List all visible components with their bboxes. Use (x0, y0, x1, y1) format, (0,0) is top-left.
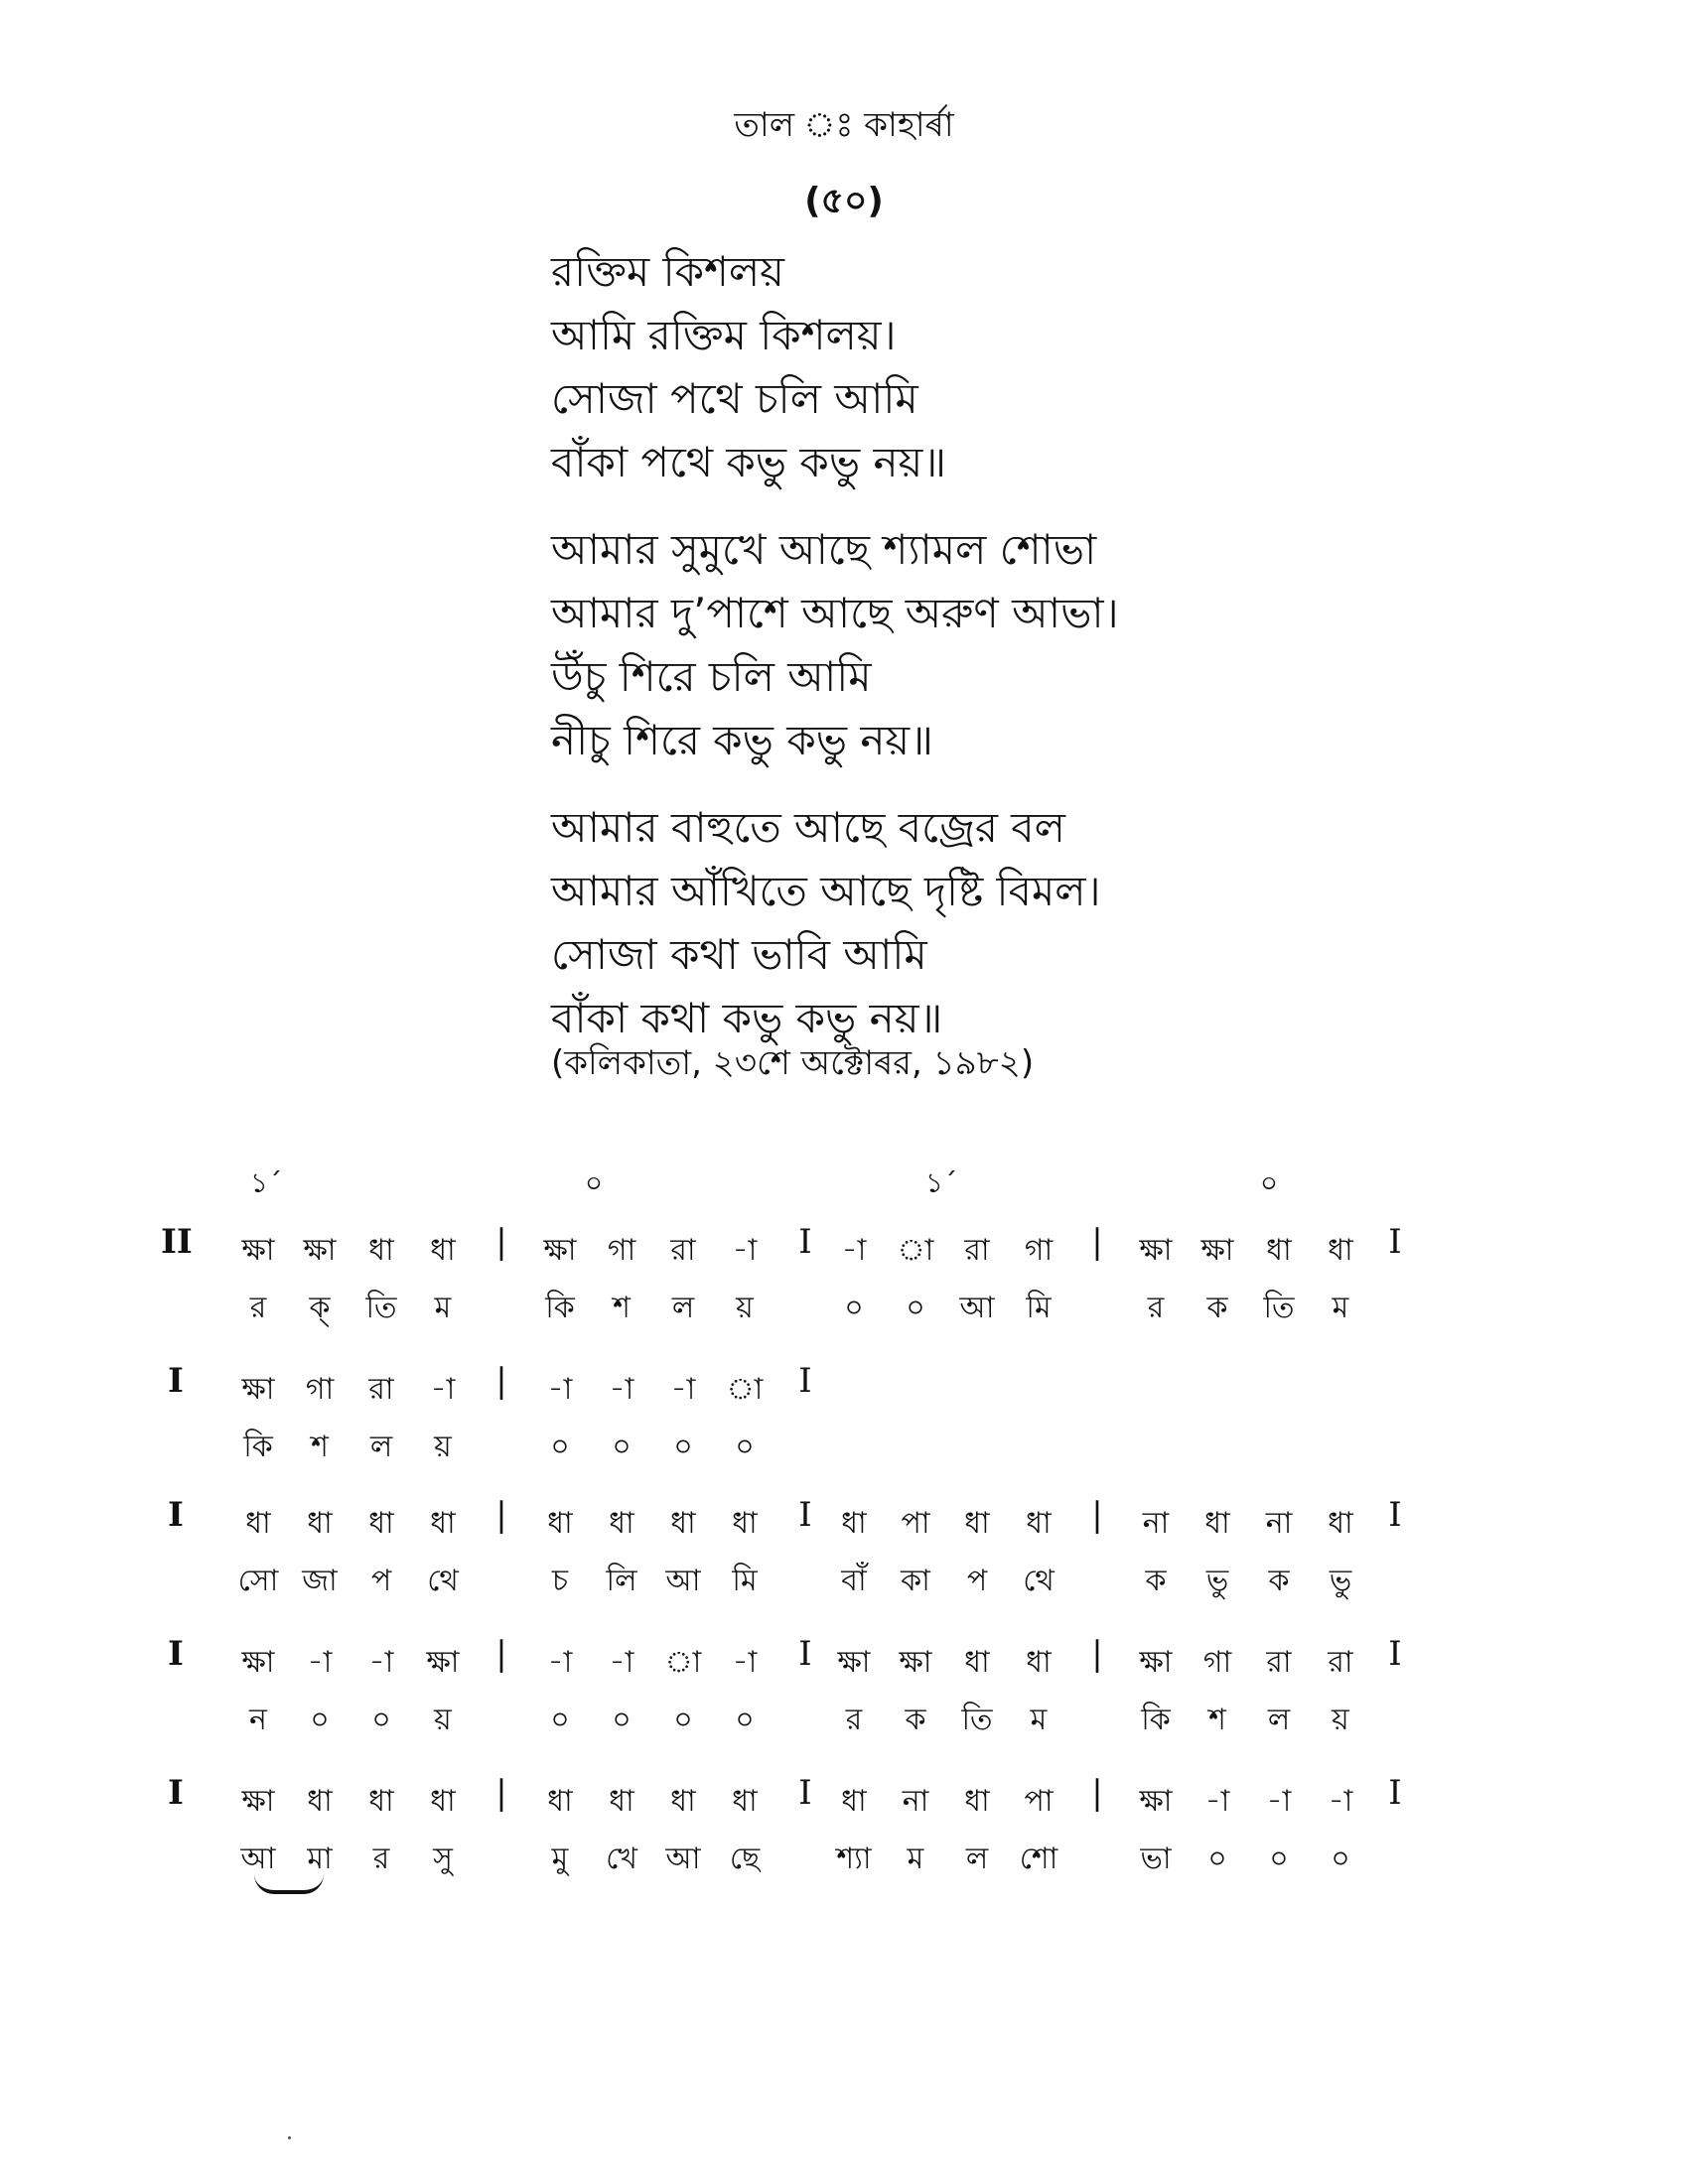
start-barline: I (168, 1495, 184, 1535)
swara-note: -া (368, 1645, 394, 1680)
beat-mark: ১´ (924, 1166, 958, 1199)
swara-note: পা (1024, 1784, 1054, 1819)
tala-heading: তাল ঃ কাহার্ৰা (734, 105, 954, 145)
swara-note: ক্ষা (1200, 1233, 1234, 1268)
swara-note: ধা (670, 1506, 696, 1541)
swara-note: রা (670, 1233, 696, 1268)
lyric-syllable: য় (1332, 1703, 1349, 1737)
start-barline: I (168, 1361, 184, 1401)
swara-note: ধা (547, 1784, 573, 1819)
swara-note: -া (732, 1233, 758, 1268)
lyric-syllable: ০ (612, 1703, 632, 1737)
lyric-syllable: র (1147, 1291, 1165, 1325)
lyric-syllable: প (370, 1564, 392, 1598)
lyric-syllable: ০ (310, 1703, 330, 1737)
lyric-syllable: ০ (1269, 1842, 1289, 1876)
lyric-syllable: ০ (735, 1430, 755, 1464)
swara-note: ধা (368, 1784, 394, 1819)
lyric-syllable: য় (434, 1703, 452, 1737)
swara-note: ধা (732, 1506, 758, 1541)
stanza (551, 518, 1445, 772)
poem-line: রক্তিম কিশলয় (551, 247, 784, 296)
swara-note: ধা (245, 1506, 271, 1541)
swara-note: -া (547, 1645, 573, 1680)
notation-row (161, 1222, 1559, 1335)
lyric-syllable: ০ (906, 1291, 925, 1325)
lyric-syllable: ক (1145, 1564, 1167, 1598)
lyric-syllable: চ (551, 1564, 569, 1598)
lyric-syllable: সু (433, 1842, 453, 1876)
lyric-syllable: ক (1206, 1291, 1228, 1325)
start-barline: I (168, 1634, 184, 1674)
beat-mark: ০ (584, 1166, 604, 1199)
lyric-syllable: ০ (1207, 1842, 1227, 1876)
start-barline: II (161, 1222, 193, 1262)
barline: | (495, 1773, 507, 1813)
swara-note: ধা (307, 1506, 333, 1541)
barline: | (495, 1634, 507, 1674)
lyric-syllable: তি (1263, 1291, 1295, 1325)
swara-note: -া (307, 1645, 333, 1680)
barline: I (798, 1361, 812, 1401)
swara-note: া (664, 1645, 702, 1680)
swara-note: ক্ষা (899, 1645, 932, 1680)
barline: | (1091, 1773, 1103, 1813)
barline: I (1388, 1495, 1402, 1535)
lyric-syllable: ০ (612, 1430, 632, 1464)
lyric-syllable: ক (1268, 1564, 1290, 1598)
swara-note: ক্ষা (426, 1645, 460, 1680)
lyric-syllable: খে (606, 1842, 637, 1876)
swara-note: ধা (430, 1233, 456, 1268)
swara-note: ক্ষা (241, 1645, 275, 1680)
swara-note: ধা (964, 1784, 990, 1819)
swara-note: া (726, 1372, 764, 1407)
lyric-syllable: লি (606, 1564, 637, 1598)
lyric-syllable: প (966, 1564, 988, 1598)
start-barline: I (168, 1773, 184, 1813)
poem-line: সোজা পথে চলি আমি (551, 374, 918, 423)
swara-note: -া (1204, 1784, 1230, 1819)
swara-note: ধা (1266, 1233, 1292, 1268)
lyric-syllable: থে (1023, 1564, 1055, 1598)
lyric-syllable: মু (551, 1842, 569, 1876)
notation-row (168, 1773, 1559, 1886)
swara-note: ধা (670, 1784, 696, 1819)
lyric-syllable: শো (1019, 1842, 1058, 1876)
stanza (551, 240, 1445, 494)
barline: I (798, 1495, 812, 1535)
swara-note: ধা (1328, 1233, 1353, 1268)
poem-line: বাঁকা কথা কভু কভু নয়॥ (551, 994, 943, 1042)
lyric-syllable: ভু (1205, 1564, 1229, 1598)
lyric-syllable: আ (240, 1842, 276, 1876)
poem-line: বাঁকা পথে কভু কভু নয়॥ (551, 438, 947, 486)
lyric-syllable: ০ (550, 1430, 570, 1464)
lyric-syllable: মি (1026, 1291, 1052, 1325)
swara-note: ধা (964, 1645, 990, 1680)
swara-note: -া (841, 1233, 867, 1268)
barline: | (1091, 1495, 1103, 1535)
poem-line: আমার দু’পাশে আছে অরুণ আভা। (551, 589, 1119, 637)
barline: I (798, 1773, 812, 1813)
lyric-syllable: সো (237, 1564, 279, 1598)
swara-note: ক্ষা (303, 1233, 337, 1268)
swara-note: ধা (1026, 1645, 1052, 1680)
swara-note: ধা (430, 1784, 456, 1819)
swara-note: রা (368, 1372, 394, 1407)
swara-note: ধা (1204, 1506, 1230, 1541)
swara-note: ধা (307, 1784, 333, 1819)
swara-note: -া (609, 1645, 634, 1680)
lyric-syllable: কি (1141, 1703, 1171, 1737)
lyric-syllable: ম (1030, 1703, 1048, 1737)
lyric-syllable: র (249, 1291, 267, 1325)
swara-note: ক্ষা (543, 1233, 577, 1268)
poem-text (551, 240, 1445, 1074)
lyric-syllable: তি (365, 1291, 397, 1325)
poem-line: সোজা কথা ভাবি আমি (551, 930, 927, 979)
lyric-syllable: ম (1332, 1291, 1349, 1325)
notation-row (168, 1361, 1559, 1474)
swara-note: ক্ষা (241, 1784, 275, 1819)
lyric-syllable: ভা (1140, 1842, 1172, 1876)
lyric-syllable: ক (905, 1703, 926, 1737)
swara-note: গা (1024, 1233, 1054, 1268)
swara-note: গা (607, 1233, 636, 1268)
lyric-syllable: ম (907, 1842, 924, 1876)
barline: | (495, 1222, 507, 1262)
barline: I (1388, 1773, 1402, 1813)
swara-note: ক্ষা (1139, 1645, 1173, 1680)
lyric-syllable: য় (736, 1291, 754, 1325)
lyric-syllable: মা (307, 1842, 333, 1876)
beat-mark: ১´ (249, 1166, 283, 1199)
swara-note: ধা (964, 1506, 990, 1541)
swara-note: ধা (1026, 1506, 1052, 1541)
lyric-syllable: র (372, 1842, 390, 1876)
swara-note: -া (609, 1372, 634, 1407)
lyric-syllable: ল (965, 1842, 989, 1876)
swara-note: -া (670, 1372, 696, 1407)
lyric-syllable: বাঁ (841, 1564, 867, 1598)
lyric-syllable: য় (434, 1430, 452, 1464)
poem-line: নীচু শিরে কভু কভু নয়॥ (551, 716, 933, 764)
lyric-syllable: ল (671, 1291, 695, 1325)
barline: | (495, 1361, 507, 1401)
lyric-syllable: ০ (550, 1703, 570, 1737)
slur-mark (254, 1874, 324, 1894)
swara-note: া (897, 1233, 934, 1268)
lyric-syllable: ন (249, 1703, 267, 1737)
notation-row (168, 1495, 1559, 1608)
poem-line: উঁচু শিরে চলি আমি (551, 652, 872, 701)
swara-note: না (1142, 1506, 1170, 1541)
swara-note: -া (430, 1372, 456, 1407)
swara-note: -া (1328, 1784, 1353, 1819)
swara-note: ধা (1328, 1506, 1353, 1541)
swara-note: না (902, 1784, 929, 1819)
poem-line: আমার সুমুখে আছে শ্যামল শোভা (551, 525, 1097, 574)
swara-note: রা (1328, 1645, 1353, 1680)
barline: I (798, 1222, 812, 1262)
lyric-syllable: ০ (735, 1703, 755, 1737)
lyric-syllable: র (845, 1703, 863, 1737)
swara-note: ধা (547, 1506, 573, 1541)
stanza (551, 796, 1445, 1050)
swara-note: ধা (609, 1506, 634, 1541)
lyric-syllable: মি (732, 1564, 758, 1598)
beat-mark: ০ (1259, 1166, 1279, 1199)
swara-note: ক্ষা (241, 1372, 275, 1407)
lyric-syllable: কি (243, 1430, 273, 1464)
lyric-syllable: ০ (371, 1703, 391, 1737)
swara-note: ধা (841, 1784, 867, 1819)
barline: | (1091, 1634, 1103, 1674)
lyric-syllable: থে (427, 1564, 459, 1598)
swara-note: ধা (841, 1506, 867, 1541)
swara-note: ধা (430, 1506, 456, 1541)
swara-note: রা (964, 1233, 990, 1268)
poem-line: আমার বাহুতে আছে বজ্রের বল (551, 803, 1065, 852)
swara-note: ধা (368, 1233, 394, 1268)
notation-row (168, 1634, 1559, 1747)
lyric-syllable: ০ (673, 1430, 693, 1464)
swara-note: ক্ষা (241, 1233, 275, 1268)
swara-note: ধা (609, 1784, 634, 1819)
barline: | (1091, 1222, 1103, 1262)
barline: I (798, 1634, 812, 1674)
swara-note: ক্ষা (1139, 1233, 1173, 1268)
swara-note: রা (1266, 1645, 1292, 1680)
lyric-syllable: কি (545, 1291, 575, 1325)
lyric-syllable: ০ (1331, 1842, 1350, 1876)
swara-note: ধা (368, 1506, 394, 1541)
poem-line: আমি রক্তিম কিশলয়। (551, 311, 897, 359)
lyric-syllable: আ (665, 1842, 701, 1876)
lyric-syllable: কা (901, 1564, 930, 1598)
lyric-syllable: আ (665, 1564, 701, 1598)
lyric-syllable: তি (961, 1703, 993, 1737)
lyric-syllable: ভু (1329, 1564, 1352, 1598)
speck (288, 2136, 291, 2139)
swara-note: ধা (732, 1784, 758, 1819)
lyric-syllable: শ্যা (836, 1842, 872, 1876)
place-date: (কলিকাতা, ২৩শে অক্টোৰর, ১৯৮২) (551, 1043, 1035, 1083)
swara-note: -া (1266, 1784, 1292, 1819)
swara-note: ক্ষা (1139, 1784, 1173, 1819)
lyric-syllable: শ (613, 1291, 631, 1325)
lyric-syllable: জা (302, 1564, 338, 1598)
swara-note: গা (305, 1372, 335, 1407)
lyric-syllable: ০ (844, 1291, 864, 1325)
beat-marks (169, 1161, 1559, 1201)
lyric-syllable: আ (959, 1291, 995, 1325)
swara-note: ক্ষা (837, 1645, 871, 1680)
lyric-syllable: ছে (729, 1842, 761, 1876)
swara-note: গা (1202, 1645, 1232, 1680)
swara-note: -া (547, 1372, 573, 1407)
lyric-syllable: ক্ (309, 1291, 331, 1325)
swara-note: -া (732, 1645, 758, 1680)
swara-note: পা (901, 1506, 930, 1541)
lyric-syllable: ০ (673, 1703, 693, 1737)
lyric-syllable: ল (369, 1430, 393, 1464)
lyric-syllable: শ (1208, 1703, 1226, 1737)
song-number: (৫০) (804, 181, 884, 221)
poem-line: আমার আঁখিতে আছে দৃষ্টি বিমল। (551, 867, 1101, 915)
barline: | (495, 1495, 507, 1535)
lyric-syllable: শ (311, 1430, 329, 1464)
barline: I (1388, 1222, 1402, 1262)
lyric-syllable: ল (1267, 1703, 1291, 1737)
lyric-syllable: ম (434, 1291, 452, 1325)
barline: I (1388, 1634, 1402, 1674)
swara-note: না (1265, 1506, 1293, 1541)
